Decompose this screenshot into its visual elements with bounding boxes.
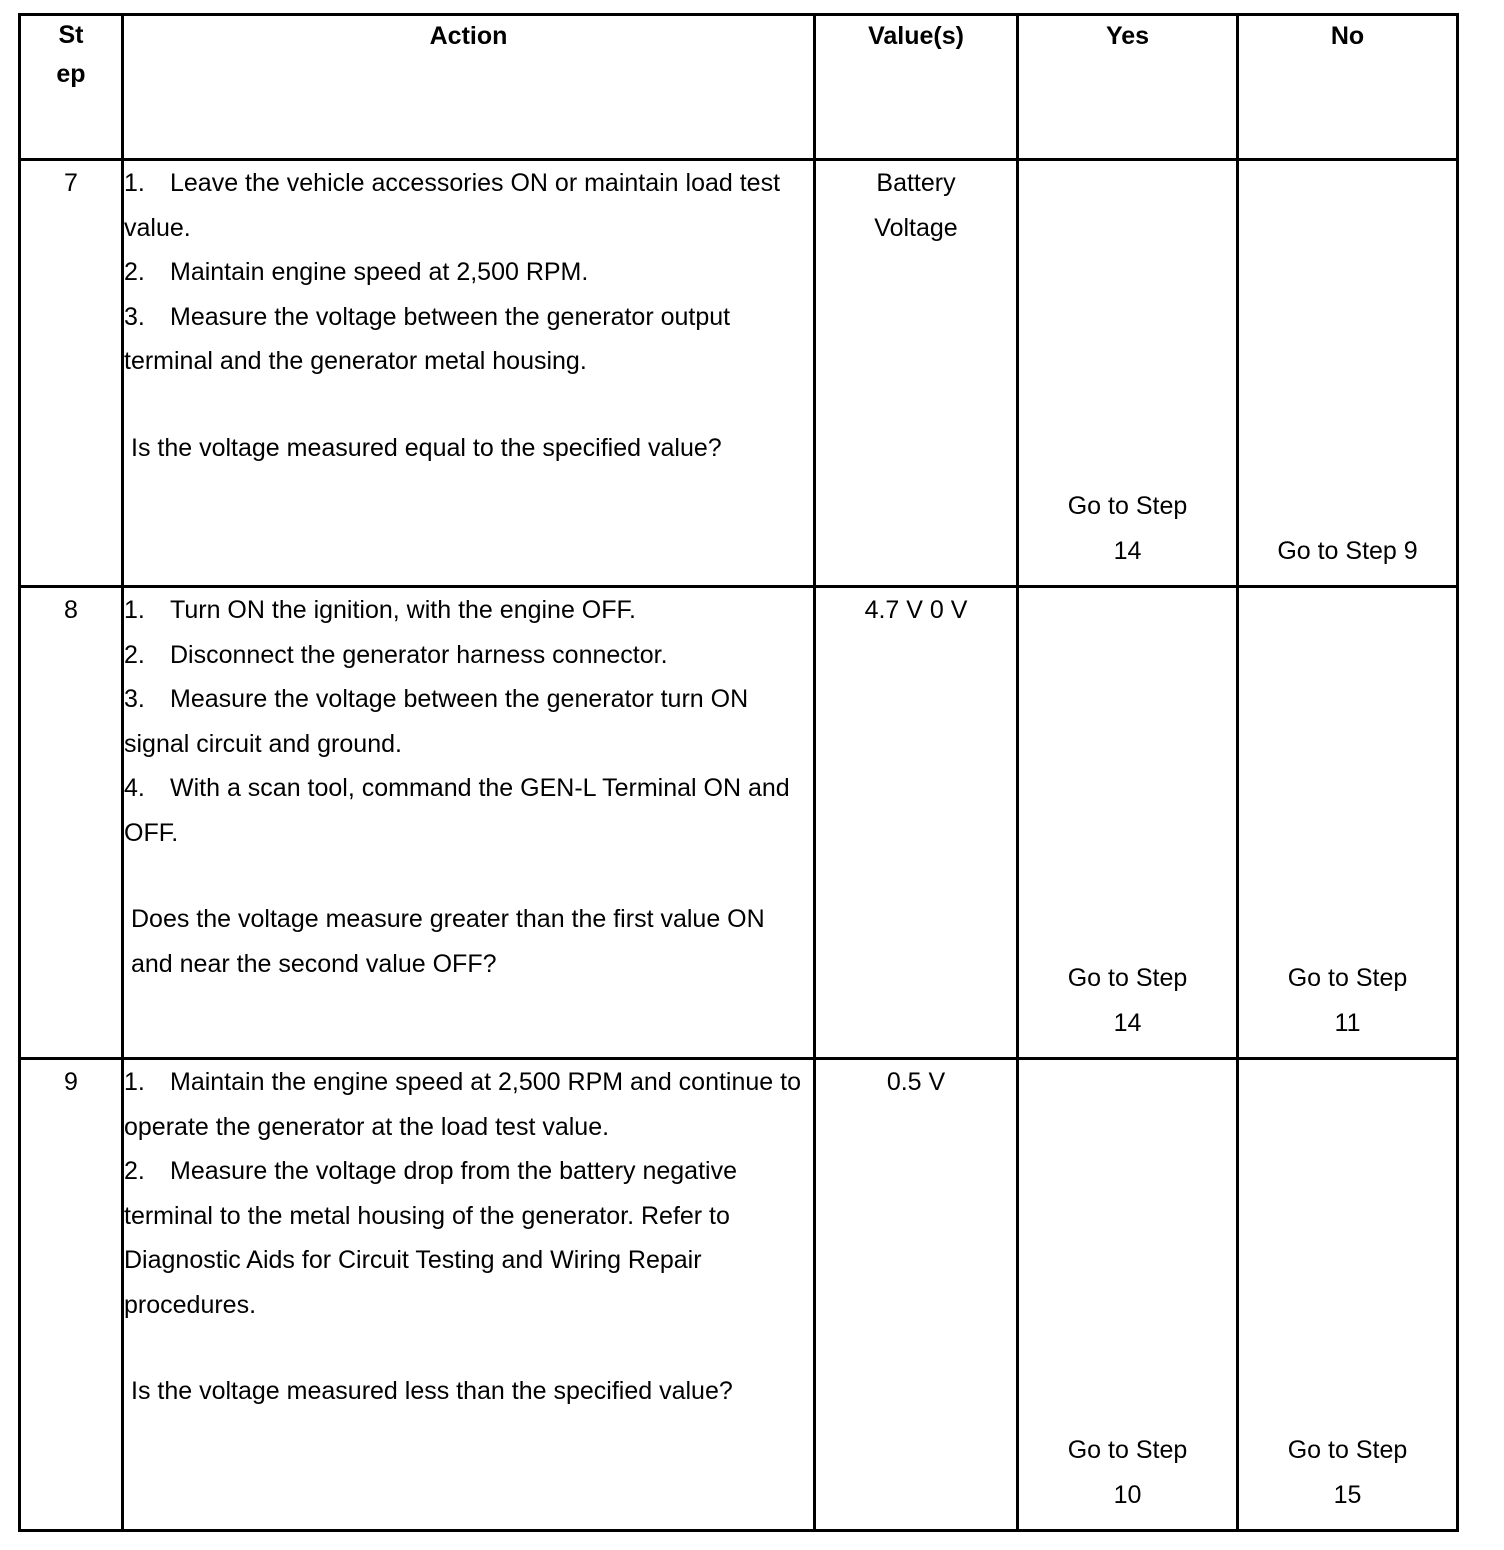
header-no: No bbox=[1238, 15, 1458, 160]
value-cell bbox=[815, 587, 1018, 1059]
action-item bbox=[124, 766, 813, 855]
item-text: Disconnect the generator harness connector. bbox=[170, 640, 668, 669]
item-text: Maintain the engine speed at 2,500 RPM and continue to operate the generator at the load test value. bbox=[124, 1068, 801, 1141]
item-number: 3. bbox=[124, 302, 145, 331]
item-number: 2. bbox=[124, 258, 145, 286]
no-line2: 15 bbox=[1333, 1480, 1362, 1509]
item-text: Measure the voltage drop from the battery negative terminal to the metal housing of the generator. Refer to Diagnostic Aids for Circuit Testing and Wiring Repair procedures. bbox=[124, 1157, 737, 1319]
item-number: 1. bbox=[124, 1068, 145, 1096]
item-text: Measure the voltage between the generator turn ON signal circuit and ground. bbox=[124, 685, 749, 758]
step-number: 9 bbox=[20, 1059, 123, 1531]
header-step-line2: ep bbox=[56, 60, 86, 88]
action-cell bbox=[123, 587, 815, 1059]
yes-line2: 14 bbox=[1113, 536, 1142, 565]
item-text: With a scan tool, command the GEN-L Terminal ON and OFF. bbox=[124, 774, 790, 847]
yes-line1: Go to Step bbox=[1067, 1436, 1188, 1464]
item-number: 2. bbox=[124, 1157, 145, 1185]
yes-line1: Go to Step bbox=[1067, 492, 1188, 520]
no-line2: Go to Step 9 bbox=[1277, 536, 1418, 565]
diagnostic-table bbox=[18, 13, 1459, 1532]
header-action: Action bbox=[123, 15, 815, 160]
no-line1: Go to Step bbox=[1287, 1436, 1408, 1464]
yes-line1: Go to Step bbox=[1067, 964, 1188, 992]
no-cell bbox=[1238, 160, 1458, 587]
item-number: 4. bbox=[124, 774, 145, 802]
action-cell bbox=[123, 1059, 815, 1531]
item-number: 3. bbox=[124, 685, 145, 713]
value-line2: Voltage bbox=[874, 214, 958, 242]
header-yes: Yes bbox=[1018, 15, 1238, 160]
no-line1: Go to Step bbox=[1287, 964, 1408, 992]
header-step bbox=[20, 15, 123, 160]
value-cell bbox=[815, 1059, 1018, 1531]
no-line2: 11 bbox=[1334, 1008, 1361, 1037]
table-row bbox=[20, 1059, 1458, 1531]
table-row bbox=[20, 160, 1458, 587]
no-cell bbox=[1238, 587, 1458, 1059]
yes-cell bbox=[1018, 1059, 1238, 1531]
yes-cell bbox=[1018, 587, 1238, 1059]
action-item bbox=[124, 588, 813, 633]
header-row bbox=[20, 15, 1458, 160]
step-number: 8 bbox=[20, 587, 123, 1059]
item-text: Leave the vehicle accessories ON or maintain load test value. bbox=[124, 169, 781, 242]
value-cell bbox=[815, 160, 1018, 587]
action-item bbox=[124, 250, 813, 295]
no-cell bbox=[1238, 1059, 1458, 1531]
step-number: 7 bbox=[20, 160, 123, 587]
header-values: Value(s) bbox=[815, 15, 1018, 160]
yes-line2: 10 bbox=[1113, 1480, 1142, 1509]
value-line1: 4.7 V 0 V bbox=[864, 596, 968, 624]
item-text: Maintain engine speed at 2,500 RPM. bbox=[170, 258, 589, 286]
yes-line2: 14 bbox=[1113, 1008, 1142, 1037]
action-item bbox=[124, 295, 813, 384]
item-text: Turn ON the ignition, with the engine OFF. bbox=[170, 596, 636, 624]
item-number: 1. bbox=[124, 596, 145, 624]
action-item bbox=[124, 677, 813, 766]
action-question: Is the voltage measured less than the specified value? bbox=[131, 1377, 733, 1405]
item-number: 2. bbox=[124, 640, 145, 669]
action-cell bbox=[123, 160, 815, 587]
value-line1: Battery bbox=[876, 169, 956, 197]
header-step-line1: St bbox=[58, 21, 84, 49]
action-item bbox=[124, 1060, 813, 1149]
action-item bbox=[124, 161, 813, 250]
item-text: Measure the voltage between the generator output terminal and the generator metal housing. bbox=[124, 302, 731, 375]
action-item bbox=[124, 633, 813, 678]
yes-cell bbox=[1018, 160, 1238, 587]
action-item bbox=[124, 1149, 813, 1327]
action-question: Is the voltage measured equal to the specified value? bbox=[131, 433, 722, 462]
value-line1: 0.5 V bbox=[886, 1068, 946, 1096]
action-question: Does the voltage measure greater than the first value ON and near the second value OFF? bbox=[131, 905, 765, 978]
item-number: 1. bbox=[124, 169, 145, 197]
table-row bbox=[20, 587, 1458, 1059]
